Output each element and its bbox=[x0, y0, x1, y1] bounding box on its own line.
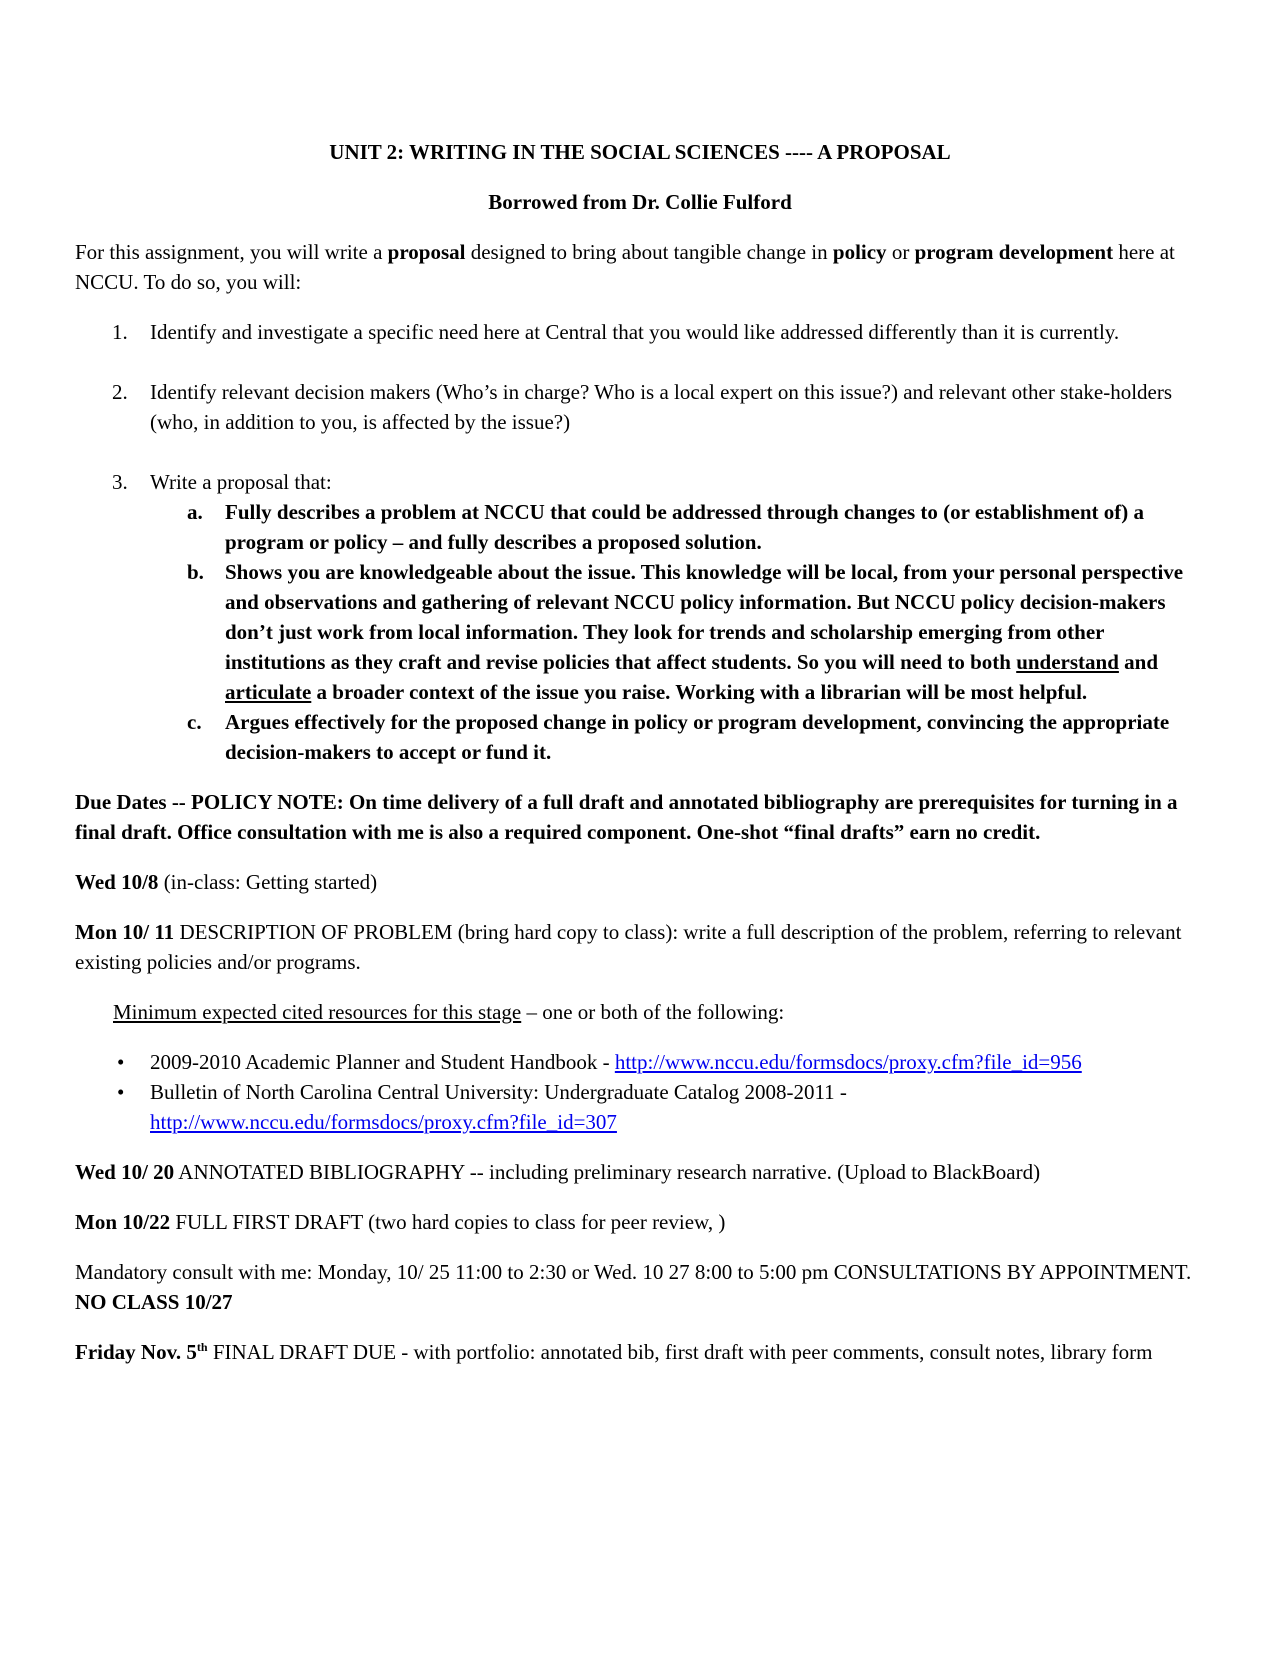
schedule-date: Wed 10/ 20 bbox=[75, 1160, 175, 1184]
schedule-final-draft bbox=[75, 1337, 1205, 1367]
substep-bold: Fully describes a problem at NCCU bbox=[225, 500, 545, 524]
minimum-text: – one or both of the following: bbox=[521, 1000, 785, 1024]
consult-text: Mandatory consult with me: Monday, 10/ 25 11:00 to 2:30 or Wed. 10 27 8:00 to 5:00 pm CONSULTATIONS BY APPOINTMENT. bbox=[75, 1260, 1192, 1284]
step-number: 2. bbox=[112, 380, 128, 404]
final-date-sup: th bbox=[196, 1340, 208, 1354]
substep-item-a bbox=[150, 497, 1205, 557]
substep-item-b bbox=[150, 557, 1205, 707]
document-subtitle: Borrowed from Dr. Collie Fulford bbox=[488, 190, 792, 214]
intro-text: designed to bring about tangible change in bbox=[465, 240, 833, 264]
intro-text: For this assignment, you will write a bbox=[75, 240, 388, 264]
bullet-icon: • bbox=[117, 1080, 125, 1104]
step-number: 3. bbox=[112, 470, 128, 494]
schedule-date: Mon 10/22 bbox=[75, 1210, 171, 1234]
schedule-date: Wed 10/8 bbox=[75, 870, 159, 894]
bullet-icon: • bbox=[117, 1050, 125, 1074]
schedule-date bbox=[75, 1340, 208, 1364]
steps-list bbox=[75, 317, 1205, 767]
schedule-text: ANNOTATED BIBLIOGRAPHY -- including preliminary research narrative. (Upload to BlackBoard) bbox=[174, 1160, 1041, 1184]
intro-bold-program: program development bbox=[914, 240, 1114, 264]
substeps-list bbox=[150, 497, 1205, 767]
substep-bold: fully describes a proposed solution bbox=[447, 530, 757, 554]
substep-bold: Argues effectively bbox=[225, 710, 386, 734]
schedule-mon-10-22 bbox=[75, 1207, 1205, 1237]
substep-text: a broader context of the issue you raise. Working with a librarian will be most helpful. bbox=[311, 680, 1088, 704]
step-number: 1. bbox=[112, 320, 128, 344]
schedule-text: FULL FIRST DRAFT (two hard copies to class for peer review, ) bbox=[170, 1210, 726, 1234]
schedule-wed-10-8 bbox=[75, 867, 1205, 897]
resource-text: 2009-2010 Academic Planner and Student Handbook - bbox=[150, 1050, 615, 1074]
no-class-note: NO CLASS 10/27 bbox=[75, 1290, 233, 1314]
step-item bbox=[75, 317, 1205, 347]
intro-bold-proposal: proposal bbox=[387, 240, 466, 264]
resource-link[interactable]: http://www.nccu.edu/formsdocs/proxy.cfm?file_id=307 bbox=[150, 1110, 617, 1134]
substep-underline: articulate bbox=[225, 680, 312, 704]
step-item bbox=[75, 377, 1205, 437]
final-date-text: Friday Nov. 5 bbox=[75, 1340, 197, 1364]
intro-paragraph bbox=[75, 237, 1205, 297]
policy-note: Due Dates -- POLICY NOTE: On time delivery of a full draft and annotated bibliography are prerequisites for turning in a final draft. Office consultation with me is also a required component. One-shot “final drafts” earn no credit. bbox=[75, 790, 1178, 844]
due-dates-policy bbox=[75, 787, 1205, 847]
substep-text: for the proposed change in policy or program development, convincing the appropriate decision-makers to accept or fund it. bbox=[225, 710, 1170, 764]
substep-letter: b. bbox=[187, 560, 204, 584]
schedule-consult bbox=[75, 1257, 1205, 1317]
intro-bold-policy: policy bbox=[832, 240, 887, 264]
resources-list bbox=[75, 1047, 1205, 1137]
schedule-text: (in-class: Getting started) bbox=[158, 870, 378, 894]
substep-text: about the issue. This knowledge will be local, from your personal perspective and observations and gathering of relevant NCCU policy information. But NCCU policy decision-makers don’t just work from local information. They look for trends and scholarship emerging from other institutions as they craft and revise policies that affect students. So you will need to both bbox=[225, 560, 1184, 674]
schedule-text: FINAL DRAFT DUE - with portfolio: annotated bib, first draft with peer comments, consult notes, library form bbox=[207, 1340, 1153, 1364]
substep-text: and bbox=[1118, 650, 1159, 674]
substep-text: . bbox=[756, 530, 762, 554]
substep-underline: understand bbox=[1016, 650, 1119, 674]
document-title: UNIT 2: WRITING IN THE SOCIAL SCIENCES ---- A PROPOSAL bbox=[329, 140, 951, 164]
resource-link[interactable]: http://www.nccu.edu/formsdocs/proxy.cfm?file_id=956 bbox=[614, 1050, 1082, 1074]
minimum-resources-note bbox=[75, 997, 1205, 1027]
substep-letter: c. bbox=[187, 710, 202, 734]
document-page bbox=[75, 137, 1205, 1387]
schedule-wed-10-20 bbox=[75, 1157, 1205, 1187]
intro-text: here at NCCU. To do so, you will: bbox=[75, 240, 1175, 294]
schedule-date: Mon 10/ 11 bbox=[75, 920, 175, 944]
resource-text: Bulletin of North Carolina Central University: Undergraduate Catalog 2008-2011 - bbox=[150, 1080, 847, 1104]
step-text: Identify and investigate a specific need here at Central that you would like addressed differently than it is currently. bbox=[150, 320, 1120, 344]
substep-item-c bbox=[150, 707, 1205, 767]
schedule-mon-10-11 bbox=[75, 917, 1205, 977]
schedule-text: DESCRIPTION OF PROBLEM (bring hard copy to class): write a full description of the problem, referring to relevant existing policies and/or programs. bbox=[75, 920, 1182, 974]
substep-bold: Shows you are knowledgeable bbox=[225, 560, 493, 584]
intro-text: or bbox=[886, 240, 915, 264]
substep-text: that could be addressed through changes to (or establishment of) a program or policy – and bbox=[225, 500, 1144, 554]
step-text: Write a proposal that: bbox=[150, 470, 332, 494]
resource-item bbox=[75, 1047, 1205, 1077]
resource-item bbox=[75, 1077, 1205, 1137]
step-item bbox=[75, 467, 1205, 767]
minimum-heading: Minimum expected cited resources for this stage bbox=[113, 1000, 522, 1024]
substep-letter: a. bbox=[187, 500, 203, 524]
step-text: Identify relevant decision makers (Who’s in charge? Who is a local expert on this issue?) and relevant other stake-holders (who, in addition to you, is affected by the issue?) bbox=[150, 380, 1173, 434]
